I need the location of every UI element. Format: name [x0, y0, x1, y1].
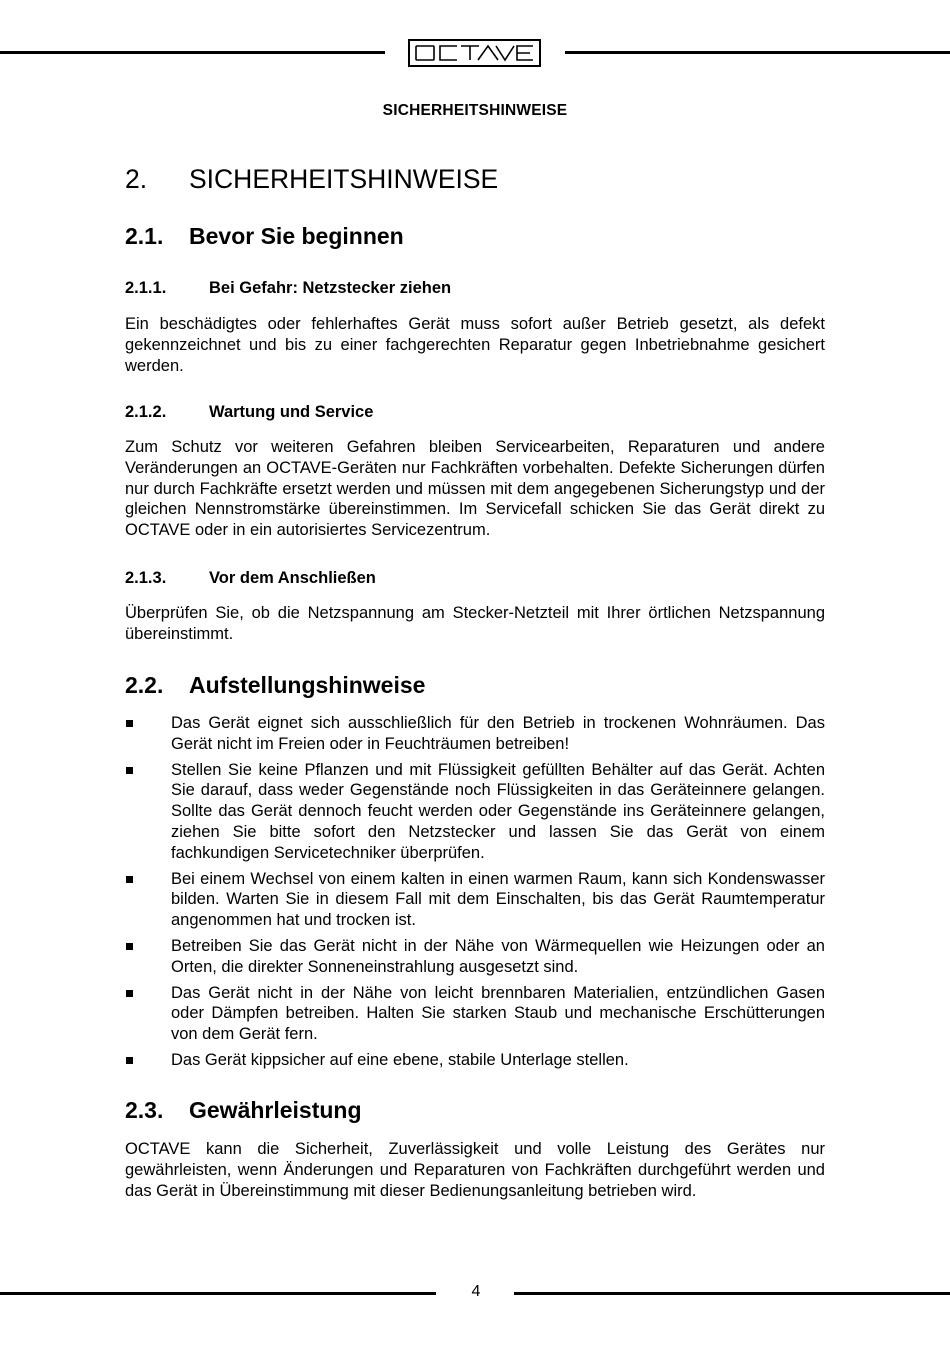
- section-title: SICHERHEITSHINWEISE: [189, 164, 499, 194]
- bullet-square-icon: [126, 1057, 133, 1064]
- paragraph-2-3: OCTAVE kann die Sicherheit, Zuverlässigkeit und volle Leistung des Gerätes nur gewährleisten, wenn Änderungen und Reparaturen von Fachkräften durchgeführt werden und das Gerät in Übereinstimmung mit dieser Bedienungsanleitung betrieben wird.: [125, 1140, 825, 1200]
- list-item: [125, 936, 825, 978]
- bullet-square-icon: [126, 876, 133, 883]
- item-title: Bei Gefahr: Netzstecker ziehen: [209, 279, 452, 297]
- list-item: [125, 983, 825, 1045]
- bullet-square-icon: [126, 767, 133, 774]
- list-item-text: Bei einem Wechsel von einem kalten in einen warmen Raum, kann sich Kondenswasser bilden. Warten Sie in diesem Fall mit dem Einschalten, bis das Gerät Raumtemperatur angenommen hat und trocken ist.: [171, 869, 825, 930]
- list-item: [125, 713, 825, 755]
- item-number: 2.1.3.: [125, 569, 167, 587]
- page-number: 4: [471, 1283, 481, 1300]
- list-item-text: Betreiben Sie das Gerät nicht in der Nähe von Wärmequellen wie Heizungen oder an Orten, die direkter Sonneneinstrahlung ausgesetzt sind.: [171, 936, 825, 976]
- item-title: Wartung und Service: [209, 403, 374, 421]
- paragraph-2-1-2: Zum Schutz vor weiteren Gefahren bleiben Servicearbeiten, Reparaturen und andere Veränderungen an OCTAVE-Geräten nur Fachkräften vorbehalten. Defekte Sicherungen dürfen nur durch Fachkräfte ersetzt werden und müssen mit dem angegebenen Sicherungstyp und der gleichen Nennstromstärke übereinstimmen. Im Servicefall schicken Sie das Gerät direkt zu OCTAVE oder in ein autorisiertes Servicezentrum.: [125, 438, 825, 540]
- item-number: 2.1.1.: [125, 279, 167, 297]
- list-item-text: Das Gerät eignet sich ausschließlich für den Betrieb in trockenen Wohnräumen. Das Gerät nicht im Freien oder in Feuchträumen betreiben!: [171, 714, 825, 753]
- section-number: 2.: [125, 164, 148, 194]
- item-number: 2.1.2.: [125, 403, 167, 421]
- list-item-text: Stellen Sie keine Pflanzen und mit Flüssigkeit gefüllten Behälter auf das Gerät. Achten Sie darauf, dass weder Gegenstände noch Flüssigkeiten in das Geräteinnere gelangen. Sollte das Gerät dennoch feucht werden oder Gegenstände ins Geräteinnere gelangen, ziehen Sie bitte sofort den Netzstecker und lassen Sie das Gerät von einem fachkundigen Servicetechniker überprüfen.: [171, 760, 825, 862]
- list-item: [125, 760, 825, 864]
- subsection-heading-2-2: [125, 672, 425, 699]
- octave-logo-mark: [410, 41, 539, 65]
- item-heading-2-1-3: [125, 569, 376, 588]
- subsection-number: 2.3.: [125, 1097, 164, 1123]
- list-item: [125, 869, 825, 931]
- subsection-title: Bevor Sie beginnen: [189, 223, 404, 249]
- bullet-list: [125, 713, 825, 1076]
- header-rule-right: [565, 51, 950, 54]
- item-title: Vor dem Anschließen: [209, 569, 376, 587]
- list-item: [125, 1050, 825, 1071]
- subsection-number: 2.2.: [125, 672, 164, 698]
- list-item-text: Das Gerät nicht in der Nähe von leicht brennbaren Materialien, entzündlichen Gasen oder Dämpfen betreiben. Halten Sie starken Staub und mechanische Erschütterungen von dem Gerät fern.: [171, 983, 825, 1044]
- bullet-square-icon: [126, 943, 133, 950]
- paragraph-2-1-1: Ein beschädigtes oder fehlerhaftes Gerät muss sofort außer Betrieb gesetzt, als defekt gekennzeichnet und bis zu einer fachgerechten Reparatur gegen Inbetriebnahme gesichert werden.: [125, 315, 825, 375]
- bullet-square-icon: [126, 990, 133, 997]
- subsection-heading-2-3: [125, 1097, 362, 1124]
- subsection-title: Aufstellungshinweise: [189, 672, 426, 698]
- item-heading-2-1-1: [125, 279, 451, 298]
- octave-logo: [408, 39, 541, 67]
- section-heading: [125, 164, 498, 195]
- header-rule-left: [0, 51, 385, 54]
- subsection-heading-2-1: [125, 223, 404, 250]
- bullet-square-icon: [126, 720, 133, 727]
- footer-rule-left: [0, 1292, 436, 1295]
- subsection-number: 2.1.: [125, 223, 164, 249]
- list-item-text: Das Gerät kippsicher auf eine ebene, stabile Unterlage stellen.: [171, 1050, 629, 1069]
- subsection-title: Gewährleistung: [189, 1097, 362, 1123]
- item-heading-2-1-2: [125, 403, 373, 422]
- footer-rule-right: [514, 1292, 950, 1295]
- running-header-title: SICHERHEITSHINWEISE: [382, 102, 568, 119]
- paragraph-2-1-3: Überprüfen Sie, ob die Netzspannung am Stecker-Netzteil mit Ihrer örtlichen Netzspannung übereinstimmt.: [125, 604, 825, 643]
